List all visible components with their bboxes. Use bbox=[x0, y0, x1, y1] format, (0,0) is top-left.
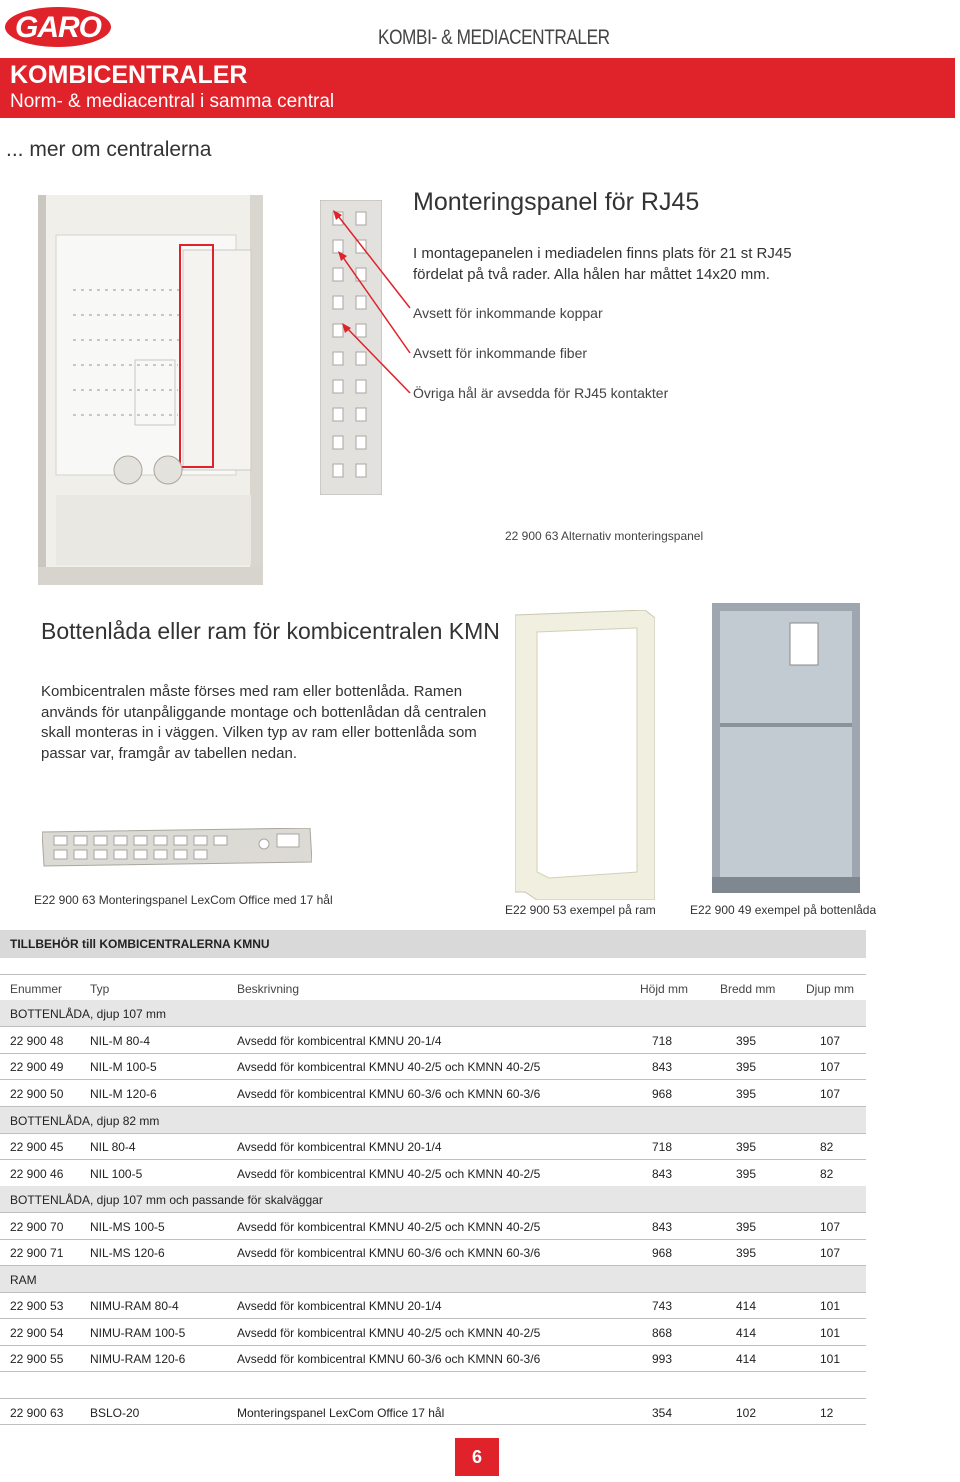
cell-typ: NIL-MS 100-5 bbox=[90, 1220, 165, 1234]
callout-fiber: Avsett för inkommande fiber bbox=[413, 345, 588, 361]
table-group-row bbox=[0, 1107, 866, 1134]
cell-beskrivning: Avsedd för kombicentral KMNU 60-3/6 och KMNN 60-3/6 bbox=[237, 1087, 541, 1101]
callout-arrows bbox=[330, 210, 420, 405]
box-photo bbox=[712, 603, 860, 893]
table-row bbox=[0, 1160, 866, 1187]
table-heading-bar bbox=[0, 930, 866, 958]
cell-beskrivning: Avsedd för kombicentral KMNU 40-2/5 och KMNN 40-2/5 bbox=[237, 1167, 541, 1181]
alt-panel-caption: 22 900 63 Alternativ monteringspanel bbox=[505, 529, 704, 543]
cell-bredd: 102 bbox=[736, 1406, 757, 1420]
group-label: BOTTENLÅDA, djup 107 mm och passande för skalväggar bbox=[10, 1193, 323, 1207]
table-row bbox=[0, 1292, 866, 1319]
cell-enummer: 22 900 54 bbox=[10, 1326, 64, 1340]
cell-typ: NIMU-RAM 100-5 bbox=[90, 1326, 186, 1340]
group-label: BOTTENLÅDA, djup 107 mm bbox=[10, 1007, 167, 1021]
cell-hojd: 968 bbox=[652, 1246, 673, 1260]
table-row bbox=[0, 1133, 866, 1160]
cell-bredd: 395 bbox=[736, 1246, 757, 1260]
group-label: BOTTENLÅDA, djup 82 mm bbox=[10, 1114, 160, 1128]
table-row bbox=[0, 1027, 866, 1054]
cell-typ: BSLO-20 bbox=[90, 1406, 140, 1420]
page-number: 6 bbox=[455, 1438, 499, 1476]
cell-beskrivning: Monteringspanel LexCom Office 17 hål bbox=[237, 1406, 445, 1420]
cell-hojd: 718 bbox=[652, 1140, 673, 1154]
cell-enummer: 22 900 53 bbox=[10, 1299, 64, 1313]
band-subtitle: Norm- & mediacentral i samma central bbox=[10, 91, 335, 112]
cell-beskrivning: Avsedd för kombicentral KMNU 20-1/4 bbox=[237, 1034, 442, 1048]
cell-beskrivning: Avsedd för kombicentral KMNU 40-2/5 och KMNN 40-2/5 bbox=[237, 1326, 541, 1340]
cell-beskrivning: Avsedd för kombicentral KMNU 40-2/5 och KMNN 40-2/5 bbox=[237, 1060, 541, 1074]
cell-djup: 107 bbox=[820, 1220, 841, 1234]
cell-hojd: 743 bbox=[652, 1299, 673, 1313]
cell-beskrivning: Avsedd för kombicentral KMNU 60-3/6 och KMNN 60-3/6 bbox=[237, 1352, 541, 1366]
cell-hojd: 718 bbox=[652, 1034, 673, 1048]
caption-panel: E22 900 63 Monteringspanel LexCom Office med 17 hål bbox=[34, 893, 333, 907]
table-group-row bbox=[0, 1000, 866, 1027]
cell-enummer: 22 900 45 bbox=[10, 1140, 64, 1154]
cell-beskrivning: Avsedd för kombicentral KMNU 40-2/5 och KMNN 40-2/5 bbox=[237, 1220, 541, 1234]
table-heading: TILLBEHÖR till KOMBICENTRALERNA KMNU bbox=[10, 937, 270, 951]
cell-typ: NIL-M 100-5 bbox=[90, 1060, 157, 1074]
cell-hojd: 843 bbox=[652, 1167, 673, 1181]
cell-bredd: 395 bbox=[736, 1220, 757, 1234]
cell-hojd: 993 bbox=[652, 1352, 673, 1366]
cell-enummer: 22 900 48 bbox=[10, 1034, 64, 1048]
cell-typ: NIL-MS 120-6 bbox=[90, 1246, 165, 1260]
cell-djup: 107 bbox=[820, 1246, 841, 1260]
cell-djup: 107 bbox=[820, 1060, 841, 1074]
col-typ: Typ bbox=[90, 982, 110, 996]
cell-bredd: 414 bbox=[736, 1352, 757, 1366]
cell-enummer: 22 900 70 bbox=[10, 1220, 64, 1234]
cabinet-photo bbox=[38, 195, 263, 585]
cell-hojd: 843 bbox=[652, 1060, 673, 1074]
table-group-row bbox=[0, 1266, 866, 1293]
frame-photo bbox=[515, 610, 655, 900]
cell-typ: NIMU-RAM 120-6 bbox=[90, 1352, 186, 1366]
band-title: KOMBICENTRALER bbox=[10, 61, 248, 89]
section-label: KOMBI- & MEDIACENTRALER bbox=[378, 26, 610, 49]
cell-bredd: 395 bbox=[736, 1060, 757, 1074]
col-djup: Djup mm bbox=[806, 982, 855, 996]
caption-frame: E22 900 53 exempel på ram bbox=[505, 903, 656, 917]
cell-bredd: 414 bbox=[736, 1326, 757, 1340]
cell-typ: NIMU-RAM 80-4 bbox=[90, 1299, 179, 1313]
cell-djup: 101 bbox=[820, 1326, 841, 1340]
cell-djup: 107 bbox=[820, 1087, 841, 1101]
col-hojd: Höjd mm bbox=[640, 982, 689, 996]
cell-enummer: 22 900 63 bbox=[10, 1406, 64, 1420]
garo-logo bbox=[4, 6, 112, 48]
rj45-title: Monteringspanel för RJ45 bbox=[413, 188, 700, 216]
cell-beskrivning: Avsedd för kombicentral KMNU 60-3/6 och KMNN 60-3/6 bbox=[237, 1246, 541, 1260]
table-column-headers bbox=[0, 974, 866, 1001]
cell-hojd: 968 bbox=[652, 1087, 673, 1101]
col-beskrivning: Beskrivning bbox=[237, 982, 300, 996]
cell-hojd: 354 bbox=[652, 1406, 673, 1420]
caption-box: E22 900 49 exempel på bottenlåda bbox=[690, 903, 877, 917]
cell-bredd: 395 bbox=[736, 1034, 757, 1048]
cell-typ: NIL-M 120-6 bbox=[90, 1087, 157, 1101]
col-enummer: Enummer bbox=[10, 982, 63, 996]
table-row bbox=[0, 1080, 866, 1107]
cell-typ: NIL-M 80-4 bbox=[90, 1034, 151, 1048]
table-row bbox=[0, 1319, 866, 1346]
cell-djup: 82 bbox=[820, 1140, 834, 1154]
cell-enummer: 22 900 71 bbox=[10, 1246, 64, 1260]
cell-djup: 82 bbox=[820, 1167, 834, 1181]
table-group-row bbox=[0, 1186, 866, 1213]
cell-bredd: 395 bbox=[736, 1140, 757, 1154]
table-row bbox=[0, 1398, 866, 1425]
cell-enummer: 22 900 50 bbox=[10, 1087, 64, 1101]
table-row bbox=[0, 1053, 866, 1080]
cell-enummer: 22 900 46 bbox=[10, 1167, 64, 1181]
cell-hojd: 868 bbox=[652, 1326, 673, 1340]
callout-copper: Avsett för inkommande koppar bbox=[413, 305, 603, 321]
cell-enummer: 22 900 49 bbox=[10, 1060, 64, 1074]
cell-beskrivning: Avsedd för kombicentral KMNU 20-1/4 bbox=[237, 1299, 442, 1313]
cell-bredd: 414 bbox=[736, 1299, 757, 1313]
table-row bbox=[0, 1213, 866, 1240]
col-bredd: Bredd mm bbox=[720, 982, 776, 996]
rj45-desc-line1: I montagepanelen i mediadelen finns plats för 21 st RJ45 bbox=[413, 245, 792, 262]
cell-bredd: 395 bbox=[736, 1087, 757, 1101]
cell-beskrivning: Avsedd för kombicentral KMNU 20-1/4 bbox=[237, 1140, 442, 1154]
cell-hojd: 843 bbox=[652, 1220, 673, 1234]
group-label: RAM bbox=[10, 1273, 37, 1287]
cell-djup: 12 bbox=[820, 1406, 834, 1420]
more-link[interactable]: ... mer om centralerna bbox=[6, 138, 212, 161]
callout-rj45: Övriga hål är avsedda för RJ45 kontakter bbox=[413, 385, 669, 401]
cell-bredd: 395 bbox=[736, 1167, 757, 1181]
cell-enummer: 22 900 55 bbox=[10, 1352, 64, 1366]
box-text: Kombicentralen måste förses med ram eller bottenlåda. Ramen används för utanpåliggande montage och bottenlådan då centralen skall monteras in i väggen. Vilken typ av ram eller bottenlåda som passar var, framgår av tabellen nedan. bbox=[41, 683, 487, 762]
cell-djup: 101 bbox=[820, 1299, 841, 1313]
logo-text: GARO bbox=[15, 11, 101, 44]
cell-typ: NIL 100-5 bbox=[90, 1167, 143, 1181]
horizontal-panel-photo bbox=[42, 828, 312, 868]
box-title: Bottenlåda eller ram för kombicentralen KMN bbox=[41, 618, 500, 644]
cell-djup: 107 bbox=[820, 1034, 841, 1048]
table-row bbox=[0, 1239, 866, 1266]
cell-typ: NIL 80-4 bbox=[90, 1140, 136, 1154]
rj45-description bbox=[413, 243, 843, 285]
rj45-desc-line2: fördelat på två rader. Alla hålen har måttet 14x20 mm. bbox=[413, 266, 770, 283]
cell-djup: 101 bbox=[820, 1352, 841, 1366]
table-row bbox=[0, 1345, 866, 1372]
